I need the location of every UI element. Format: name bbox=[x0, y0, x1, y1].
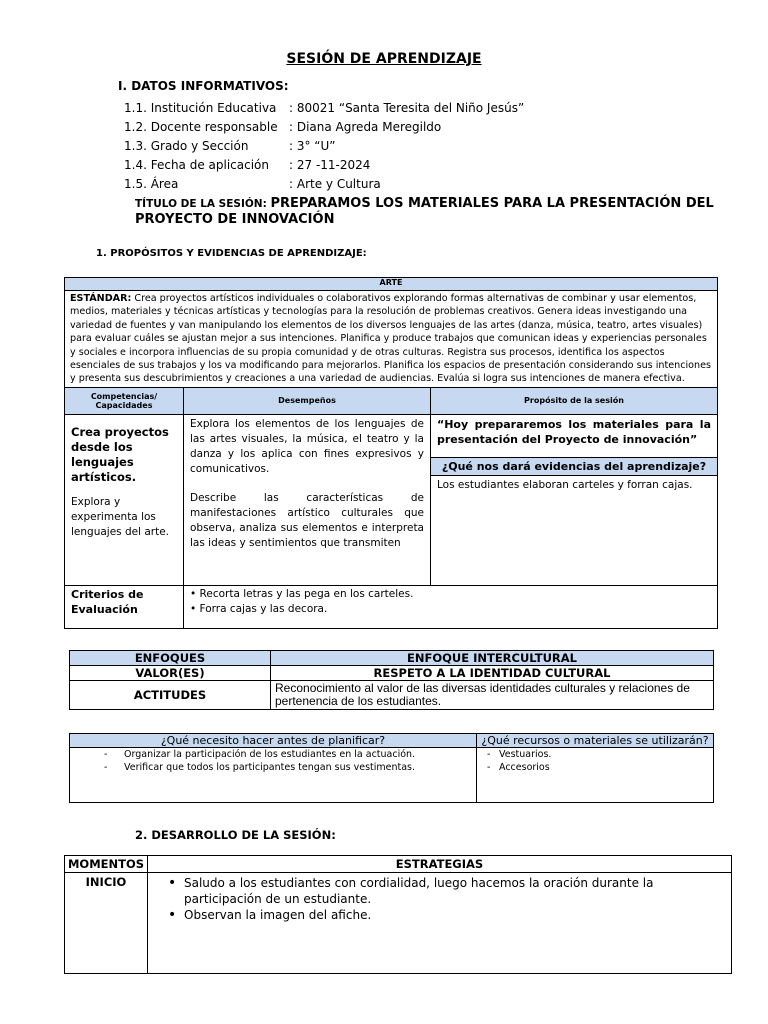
actitudes-label: ACTITUDES bbox=[70, 681, 271, 710]
arte-header: ARTE bbox=[65, 278, 718, 291]
proposito: “Hoy prepararemos los materiales para la presentación del Proyecto de innovación” bbox=[431, 414, 718, 457]
criterios-label: Criterios de Evaluación bbox=[65, 585, 184, 628]
arte-table bbox=[64, 277, 718, 629]
estandar: ESTÁNDAR: Crea proyectos artísticos individuales o colaborativos explorando formas alternativas de combinar y usar elementos, medios, materiales y técnicas artísticas y tecnologías para la resolución de problemas creativos. Genera ideas investigando una variedad de fuentes y van manipulando los elementos de los diversos lenguajes de las artes (danza, música, teatro, artes visuales) para evaluar cuáles se ajustan mejor a sus intenciones. Planifica y produce trabajos que comunican ideas y experiencias personales y sociales e incorpora influencias de su propia comunidad y de otras culturas. Registra sus procesos, identifica los aspectos esenciales de sus trabajos y los va modificando para mejorarlos. Planifica los espacios de presentación considerando sus intenciones y presenta sus descubrimientos y creaciones a una variedad de audiencias. Evalúa si logra sus intenciones de manera efectiva. bbox=[65, 291, 718, 388]
col-proposito: Propósito de la sesión bbox=[431, 387, 718, 414]
col-momentos: MOMENTOS bbox=[65, 856, 148, 873]
estrategia-item: • Observan la imagen del afiche. bbox=[154, 907, 725, 923]
criterio-item: • Forra cajas y las decora. bbox=[190, 602, 328, 615]
list-item: - Accesorios bbox=[481, 761, 709, 774]
valor-label: VALOR(ES) bbox=[70, 666, 271, 681]
list-item: - Verificar que todos los participantes tengan sus vestimentas. bbox=[74, 761, 472, 774]
enfoques-table bbox=[69, 650, 714, 710]
valor-value: RESPETO A LA IDENTIDAD CULTURAL bbox=[271, 666, 714, 681]
propositos-heading: 1. PROPÓSITOS Y EVIDENCIAS DE APRENDIZAJE: bbox=[96, 248, 367, 259]
desarrollo-table bbox=[64, 855, 732, 974]
page-title: SESIÓN DE APRENDIZAJE bbox=[286, 51, 482, 67]
momento-inicio: INICIO bbox=[65, 873, 148, 974]
desempeno-1: Explora los elementos de los lenguajes de las artes visuales, la música, el teatro y la danza y los aplica con fines expresivos y comunicativos. bbox=[190, 417, 424, 475]
enfoques-label: ENFOQUES bbox=[70, 651, 271, 666]
criterio-item: • Recorta letras y las pega en los carteles. bbox=[190, 587, 414, 600]
desarrollo-heading: 2. DESARROLLO DE LA SESIÓN: bbox=[135, 828, 336, 842]
criterios-list bbox=[184, 585, 718, 628]
planificar-list-1 bbox=[70, 748, 477, 803]
session-title: TÍTULO DE LA SESIÓN: PREPARAMOS LOS MATERIALES PARA LA PRESENTACIÓN DEL PROYECTO DE INNOVACIÓN bbox=[135, 196, 714, 227]
evidencia-cell bbox=[431, 457, 718, 585]
actitudes-value: Reconocimiento al valor de las diversas identidades culturales y relaciones de pertenencia de los estudiantes. bbox=[271, 681, 714, 710]
planificar-q2: ¿Qué recursos o materiales se utilizarán? bbox=[477, 734, 714, 748]
planificar-q1: ¿Qué necesito hacer antes de planificar? bbox=[70, 734, 477, 748]
evidencia: Los estudiantes elaboran carteles y forran cajas. bbox=[437, 478, 693, 491]
col-competencias: Competencias/ Capacidades bbox=[65, 387, 184, 414]
competencia: Crea proyectos desde los lenguajes artísticos. bbox=[71, 424, 169, 484]
planificar-list-2 bbox=[477, 748, 714, 803]
desempenos-cell bbox=[184, 414, 431, 585]
col-desempenos: Desempeños bbox=[184, 387, 431, 414]
evidencia-header: ¿Qué nos dará evidencias del aprendizaje? bbox=[431, 458, 717, 476]
col-estrategias: ESTRATEGIAS bbox=[148, 856, 732, 873]
enfoque-value: ENFOQUE INTERCULTURAL bbox=[271, 651, 714, 666]
desempeno-2: Describe las características de manifestaciones artístico culturales que observa, analiza sus elementos e interpreta las ideas y sentimientos que transmiten bbox=[190, 491, 424, 549]
list-item: - Vestuarios. bbox=[481, 748, 709, 761]
capacidad: Explora y experimenta los lenguajes del arte. bbox=[71, 495, 170, 538]
competencia-cell bbox=[65, 414, 184, 585]
list-item: - Organizar la participación de los estudiantes en la actuación. bbox=[74, 748, 472, 761]
estrategia-item: • Saludo a los estudiantes con cordialidad, luego hacemos la oración durante la participación de un estudiante. bbox=[154, 875, 725, 907]
planificar-table bbox=[69, 733, 714, 803]
datos-heading: I. DATOS INFORMATIVOS: bbox=[118, 79, 289, 93]
estrategias-list bbox=[148, 873, 732, 974]
